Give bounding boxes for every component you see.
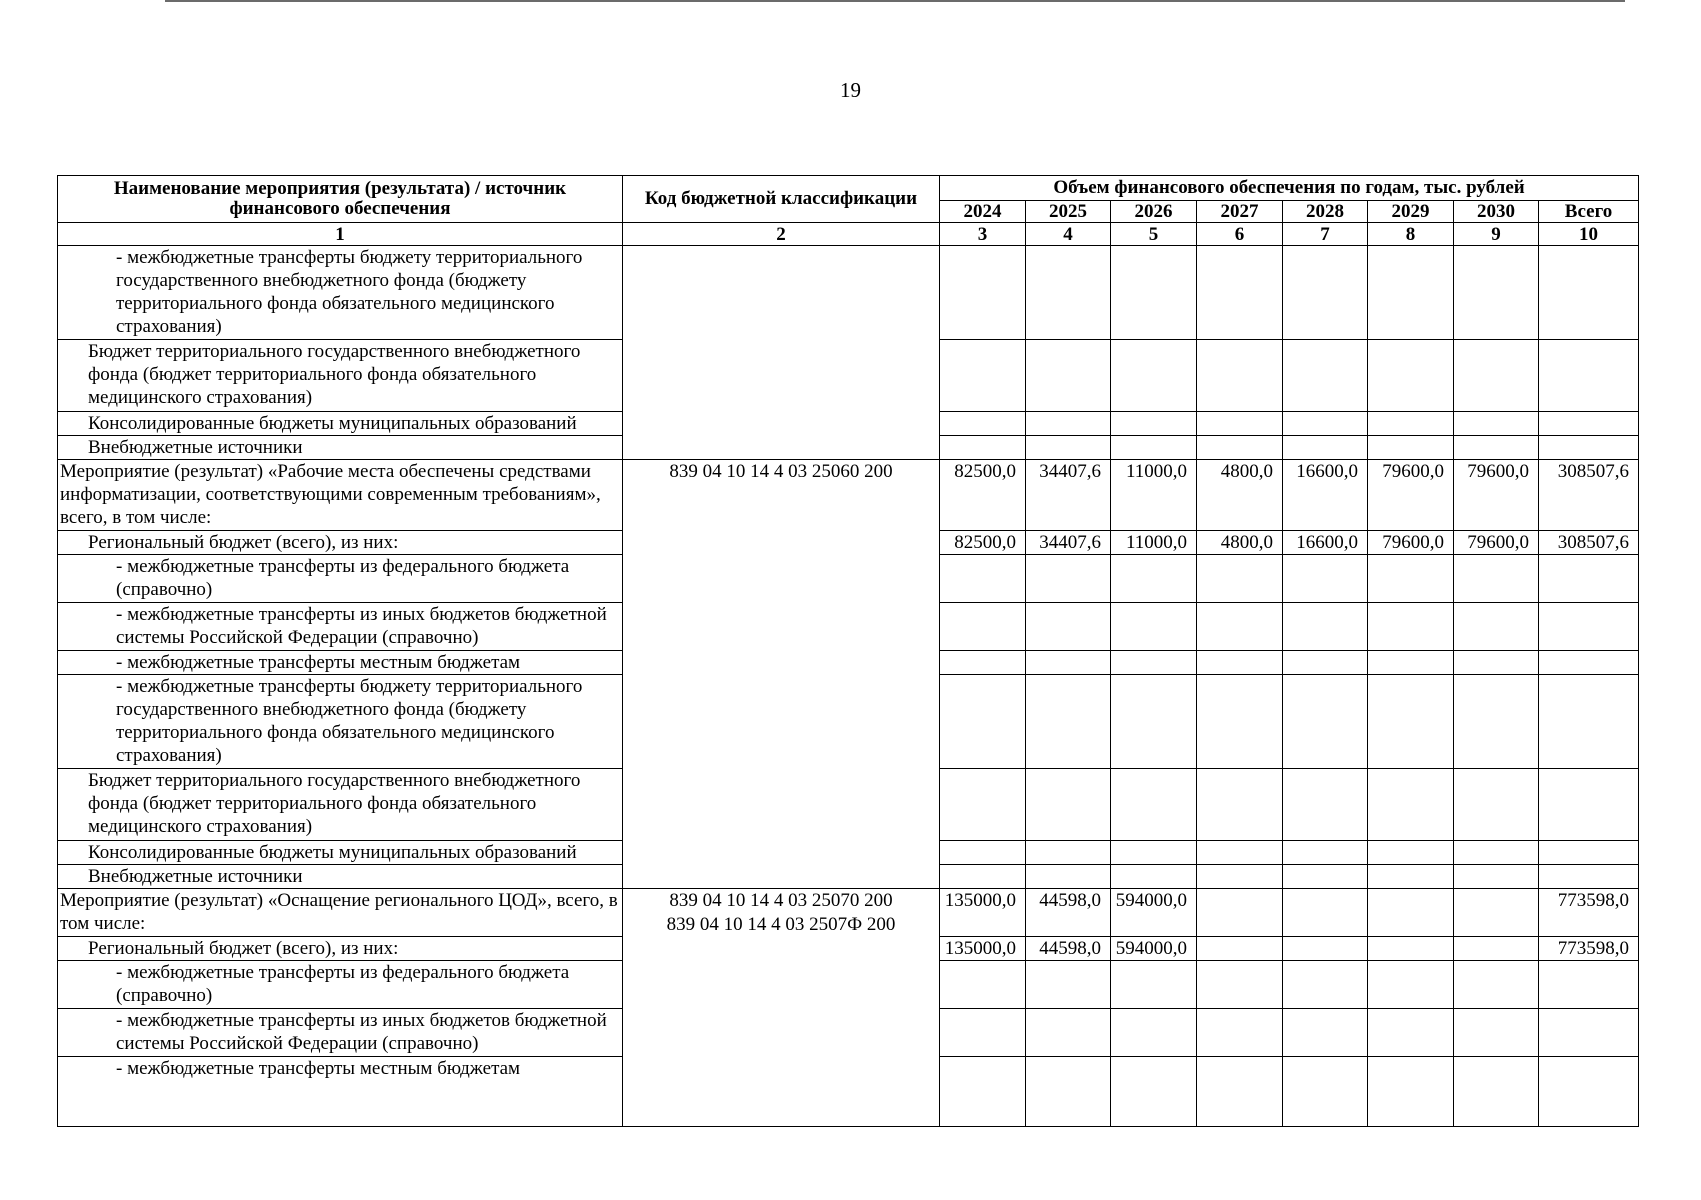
header-row xyxy=(58,176,1639,201)
value-cell xyxy=(1283,841,1368,865)
col-index: 4 xyxy=(1026,223,1111,246)
value-cell xyxy=(1283,769,1368,841)
value-cell xyxy=(1111,555,1197,603)
value-cell: 594000,0 xyxy=(1111,889,1197,937)
value-cell: 11000,0 xyxy=(1111,531,1197,555)
value-cell xyxy=(940,340,1026,412)
value-cell: 11000,0 xyxy=(1111,460,1197,531)
value-cell xyxy=(1539,961,1639,1009)
value-cell xyxy=(940,246,1026,340)
value-cell xyxy=(940,865,1026,889)
value-cell xyxy=(1283,865,1368,889)
value-cell xyxy=(1454,651,1539,675)
value-cell: 4800,0 xyxy=(1197,460,1283,531)
value-cell xyxy=(940,769,1026,841)
row-name: - межбюджетные трансферты местным бюджетам xyxy=(58,651,623,675)
row-name: Региональный бюджет (всего), из них: xyxy=(58,531,623,555)
col-index: 8 xyxy=(1368,223,1454,246)
value-cell xyxy=(1197,675,1283,769)
value-cell xyxy=(1368,675,1454,769)
value-cell xyxy=(1368,889,1454,937)
col-index: 9 xyxy=(1454,223,1539,246)
value-cell xyxy=(1454,675,1539,769)
value-cell xyxy=(1197,603,1283,651)
value-cell xyxy=(1368,1009,1454,1057)
value-cell xyxy=(1539,412,1639,436)
value-cell xyxy=(1454,246,1539,340)
value-cell xyxy=(1283,1057,1368,1127)
value-cell: 79600,0 xyxy=(1454,460,1539,531)
col-index: 6 xyxy=(1197,223,1283,246)
value-cell xyxy=(1454,1057,1539,1127)
scan-top-edge xyxy=(165,0,1625,2)
value-cell xyxy=(940,675,1026,769)
value-cell xyxy=(1111,651,1197,675)
row-name: - межбюджетные трансферты из иных бюджетов бюджетной системы Российской Федерации (справочно) xyxy=(58,603,623,651)
value-cell xyxy=(1454,555,1539,603)
header-name: Наименование мероприятия (результата) / источник финансового обеспечения xyxy=(58,176,623,223)
value-cell xyxy=(1026,1009,1111,1057)
value-cell xyxy=(1454,889,1539,937)
value-cell: 16600,0 xyxy=(1283,460,1368,531)
value-cell xyxy=(1283,961,1368,1009)
value-cell xyxy=(1026,675,1111,769)
value-cell xyxy=(1111,340,1197,412)
value-cell xyxy=(1539,675,1639,769)
value-cell xyxy=(940,651,1026,675)
value-cell xyxy=(1111,769,1197,841)
value-cell xyxy=(1197,961,1283,1009)
value-cell xyxy=(1283,603,1368,651)
value-cell xyxy=(1368,651,1454,675)
value-cell: 308507,6 xyxy=(1539,460,1639,531)
value-cell xyxy=(1026,555,1111,603)
row-name: Региональный бюджет (всего), из них: xyxy=(58,937,623,961)
row-name: Консолидированные бюджеты муниципальных образований xyxy=(58,412,623,436)
value-cell: 308507,6 xyxy=(1539,531,1639,555)
value-cell xyxy=(1283,889,1368,937)
value-cell xyxy=(1026,961,1111,1009)
value-cell xyxy=(1454,1009,1539,1057)
value-cell xyxy=(1197,1009,1283,1057)
value-cell xyxy=(1283,340,1368,412)
value-cell xyxy=(1197,1057,1283,1127)
value-cell xyxy=(1197,651,1283,675)
value-cell xyxy=(1197,937,1283,961)
value-cell xyxy=(940,555,1026,603)
value-cell xyxy=(1368,769,1454,841)
value-cell xyxy=(1368,603,1454,651)
row-name: Бюджет территориального государственного внебюджетного фонда (бюджет территориального фонда обязательного медицинского страхования) xyxy=(58,769,623,841)
value-cell xyxy=(1539,340,1639,412)
value-cell xyxy=(940,412,1026,436)
column-index-row xyxy=(58,223,1639,246)
value-cell: 135000,0 xyxy=(940,889,1026,937)
value-cell xyxy=(1283,436,1368,460)
row-name: Внебюджетные источники xyxy=(58,436,623,460)
value-cell xyxy=(1026,436,1111,460)
header-year: 2029 xyxy=(1368,201,1454,223)
col-index: 5 xyxy=(1111,223,1197,246)
budget-code: 839 04 10 14 4 03 25060 200 xyxy=(669,461,893,482)
header-total: Всего xyxy=(1539,201,1639,223)
value-cell xyxy=(1539,436,1639,460)
header-volume: Объем финансового обеспечения по годам, тыс. рублей xyxy=(940,176,1639,201)
row-name: Бюджет территориального государственного внебюджетного фонда (бюджет территориального фонда обязательного медицинского страхования) xyxy=(58,340,623,412)
value-cell: 594000,0 xyxy=(1111,937,1197,961)
value-cell xyxy=(1283,412,1368,436)
value-cell: 773598,0 xyxy=(1539,937,1639,961)
value-cell xyxy=(1454,937,1539,961)
value-cell xyxy=(1197,841,1283,865)
row-name: - межбюджетные трансферты бюджету территориального государственного внебюджетного фонда (бюджету территориального фонда обязательного медицинского страхования) xyxy=(58,675,623,769)
table-row xyxy=(58,246,1639,340)
page-number: 19 xyxy=(840,78,861,102)
table-row xyxy=(58,460,1639,531)
value-cell xyxy=(1197,436,1283,460)
value-cell xyxy=(1368,412,1454,436)
value-cell xyxy=(1368,961,1454,1009)
value-cell: 79600,0 xyxy=(1454,531,1539,555)
value-cell xyxy=(1283,937,1368,961)
col-index: 3 xyxy=(940,223,1026,246)
value-cell: 82500,0 xyxy=(940,531,1026,555)
value-cell xyxy=(1111,603,1197,651)
header-year: 2028 xyxy=(1283,201,1368,223)
value-cell: 16600,0 xyxy=(1283,531,1368,555)
value-cell xyxy=(1368,865,1454,889)
value-cell: 79600,0 xyxy=(1368,460,1454,531)
value-cell xyxy=(1454,769,1539,841)
value-cell xyxy=(1454,961,1539,1009)
value-cell xyxy=(1368,340,1454,412)
value-cell xyxy=(1454,436,1539,460)
value-cell xyxy=(1368,246,1454,340)
value-cell xyxy=(1539,1057,1639,1127)
value-cell xyxy=(1539,651,1639,675)
value-cell xyxy=(1026,651,1111,675)
col-index: 10 xyxy=(1539,223,1639,246)
value-cell xyxy=(1368,1057,1454,1127)
value-cell xyxy=(940,1009,1026,1057)
value-cell xyxy=(1539,246,1639,340)
value-cell: 44598,0 xyxy=(1026,889,1111,937)
value-cell xyxy=(1111,246,1197,340)
row-name: - межбюджетные трансферты из федерального бюджета (справочно) xyxy=(58,961,623,1009)
row-name: Внебюджетные источники xyxy=(58,865,623,889)
value-cell xyxy=(1026,603,1111,651)
value-cell xyxy=(1026,412,1111,436)
row-name: - межбюджетные трансферты из федерального бюджета (справочно) xyxy=(58,555,623,603)
value-cell xyxy=(1368,937,1454,961)
col-index: 2 xyxy=(623,223,940,246)
value-cell xyxy=(1539,865,1639,889)
value-cell xyxy=(1111,865,1197,889)
value-cell xyxy=(1026,340,1111,412)
value-cell: 135000,0 xyxy=(940,937,1026,961)
budget-code-cell xyxy=(623,460,940,889)
value-cell xyxy=(1539,1009,1639,1057)
value-cell xyxy=(940,1057,1026,1127)
budget-code-cell xyxy=(623,889,940,1127)
value-cell xyxy=(1454,340,1539,412)
value-cell xyxy=(1111,1009,1197,1057)
value-cell xyxy=(1368,841,1454,865)
header-year: 2030 xyxy=(1454,201,1539,223)
value-cell xyxy=(1111,412,1197,436)
value-cell xyxy=(1026,1057,1111,1127)
value-cell xyxy=(1111,436,1197,460)
value-cell xyxy=(1197,769,1283,841)
value-cell xyxy=(1283,675,1368,769)
value-cell xyxy=(1539,769,1639,841)
value-cell xyxy=(940,841,1026,865)
row-name: Мероприятие (результат) «Оснащение регионального ЦОД», всего, в том числе: xyxy=(58,889,623,937)
value-cell xyxy=(1283,246,1368,340)
value-cell xyxy=(1197,412,1283,436)
value-cell xyxy=(1026,769,1111,841)
value-cell xyxy=(1197,865,1283,889)
value-cell xyxy=(1197,555,1283,603)
value-cell xyxy=(1026,865,1111,889)
value-cell xyxy=(1539,603,1639,651)
value-cell xyxy=(1539,555,1639,603)
value-cell xyxy=(940,436,1026,460)
row-name: - межбюджетные трансферты из иных бюджетов бюджетной системы Российской Федерации (справочно) xyxy=(58,1009,623,1057)
value-cell: 34407,6 xyxy=(1026,531,1111,555)
value-cell xyxy=(1454,412,1539,436)
value-cell xyxy=(1283,555,1368,603)
value-cell: 34407,6 xyxy=(1026,460,1111,531)
value-cell xyxy=(1283,1009,1368,1057)
value-cell xyxy=(940,961,1026,1009)
value-cell xyxy=(1197,246,1283,340)
header-code: Код бюджетной классификации xyxy=(623,176,940,223)
value-cell: 44598,0 xyxy=(1026,937,1111,961)
value-cell xyxy=(1111,961,1197,1009)
row-name: - межбюджетные трансферты бюджету территориального государственного внебюджетного фонда (бюджету территориального фонда обязательного медицинского страхования) xyxy=(58,246,623,340)
row-name: - межбюджетные трансферты местным бюджетам xyxy=(58,1057,623,1127)
financing-table xyxy=(57,175,1639,1127)
value-cell: 4800,0 xyxy=(1197,531,1283,555)
value-cell xyxy=(1454,603,1539,651)
value-cell xyxy=(1111,675,1197,769)
value-cell xyxy=(1454,865,1539,889)
value-cell xyxy=(1368,436,1454,460)
value-cell xyxy=(1026,246,1111,340)
row-name: Консолидированные бюджеты муниципальных образований xyxy=(58,841,623,865)
col-index: 1 xyxy=(58,223,623,246)
value-cell xyxy=(1539,841,1639,865)
col-index: 7 xyxy=(1283,223,1368,246)
value-cell xyxy=(1026,841,1111,865)
header-year: 2025 xyxy=(1026,201,1111,223)
value-cell xyxy=(1197,340,1283,412)
budget-code-cell xyxy=(623,246,940,460)
value-cell xyxy=(1197,889,1283,937)
value-cell xyxy=(940,603,1026,651)
value-cell: 773598,0 xyxy=(1539,889,1639,937)
header-year: 2027 xyxy=(1197,201,1283,223)
value-cell: 79600,0 xyxy=(1368,531,1454,555)
table-row xyxy=(58,889,1639,937)
value-cell: 82500,0 xyxy=(940,460,1026,531)
header-year: 2026 xyxy=(1111,201,1197,223)
header-year: 2024 xyxy=(940,201,1026,223)
value-cell xyxy=(1368,555,1454,603)
value-cell xyxy=(1283,651,1368,675)
value-cell xyxy=(1111,841,1197,865)
budget-code: 839 04 10 14 4 03 2507Ф 200 xyxy=(666,914,896,935)
value-cell xyxy=(1111,1057,1197,1127)
value-cell xyxy=(1454,841,1539,865)
budget-code: 839 04 10 14 4 03 25070 200 xyxy=(669,890,893,911)
row-name: Мероприятие (результат) «Рабочие места обеспечены средствами информатизации, соответствующими современным требованиям», всего, в том числе: xyxy=(58,460,623,531)
